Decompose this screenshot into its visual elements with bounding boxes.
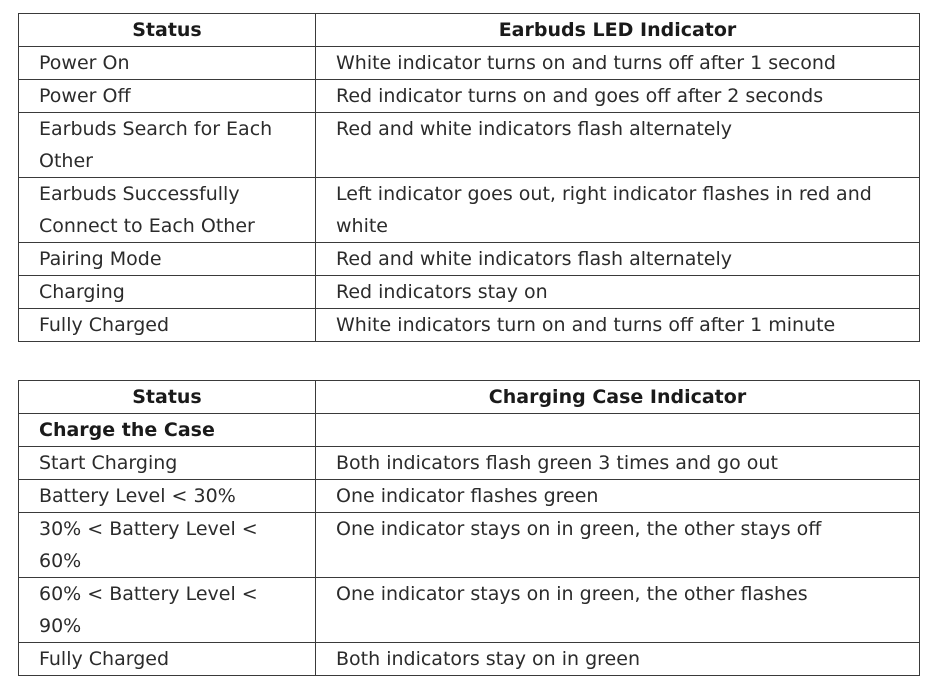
table-row bbox=[19, 643, 920, 676]
indicator-cell: Red and white indicators flash alternately bbox=[316, 113, 920, 178]
table-row bbox=[19, 178, 920, 243]
indicator-cell: White indicators turn on and turns off after 1 minute bbox=[316, 309, 920, 342]
status-cell: Battery Level < 30% bbox=[19, 480, 316, 513]
table-row bbox=[19, 47, 920, 80]
earbuds-led-table bbox=[18, 13, 920, 342]
table-row bbox=[19, 513, 920, 578]
table-header-row bbox=[19, 381, 920, 414]
status-cell: Pairing Mode bbox=[19, 243, 316, 276]
status-cell: Fully Charged bbox=[19, 309, 316, 342]
charging-case-indicator-column-header: Charging Case Indicator bbox=[316, 381, 920, 414]
status-cell: 60% < Battery Level < 90% bbox=[19, 578, 316, 643]
status-cell: 30% < Battery Level < 60% bbox=[19, 513, 316, 578]
indicator-cell: One indicator stays on in green, the other stays off bbox=[316, 513, 920, 578]
indicator-cell: One indicator flashes green bbox=[316, 480, 920, 513]
table-row bbox=[19, 480, 920, 513]
status-cell: Charging bbox=[19, 276, 316, 309]
status-cell: Start Charging bbox=[19, 447, 316, 480]
status-cell: Earbuds Successfully Connect to Each Other bbox=[19, 178, 316, 243]
table-row bbox=[19, 447, 920, 480]
status-cell: Fully Charged bbox=[19, 643, 316, 676]
status-cell: Power Off bbox=[19, 80, 316, 113]
indicator-cell: Both indicators stay on in green bbox=[316, 643, 920, 676]
earbuds-led-indicator-column-header: Earbuds LED Indicator bbox=[316, 14, 920, 47]
indicator-cell: White indicator turns on and turns off after 1 second bbox=[316, 47, 920, 80]
charging-case-indicator-table bbox=[18, 380, 920, 676]
table-header-row bbox=[19, 14, 920, 47]
table-row bbox=[19, 309, 920, 342]
indicator-cell: Red indicator turns on and goes off after 2 seconds bbox=[316, 80, 920, 113]
indicator-cell: One indicator stays on in green, the other flashes bbox=[316, 578, 920, 643]
indicator-cell: Red and white indicators flash alternately bbox=[316, 243, 920, 276]
table-row bbox=[19, 113, 920, 178]
indicator-cell: Red indicators stay on bbox=[316, 276, 920, 309]
table-row bbox=[19, 80, 920, 113]
status-column-header: Status bbox=[19, 381, 316, 414]
indicator-cell: Both indicators flash green 3 times and go out bbox=[316, 447, 920, 480]
empty-cell bbox=[316, 414, 920, 447]
table-row bbox=[19, 276, 920, 309]
table-row bbox=[19, 578, 920, 643]
table-row bbox=[19, 243, 920, 276]
section-row bbox=[19, 414, 920, 447]
status-column-header: Status bbox=[19, 14, 316, 47]
indicator-cell: Left indicator goes out, right indicator flashes in red and white bbox=[316, 178, 920, 243]
section-label: Charge the Case bbox=[19, 414, 316, 447]
status-cell: Power On bbox=[19, 47, 316, 80]
status-cell: Earbuds Search for Each Other bbox=[19, 113, 316, 178]
